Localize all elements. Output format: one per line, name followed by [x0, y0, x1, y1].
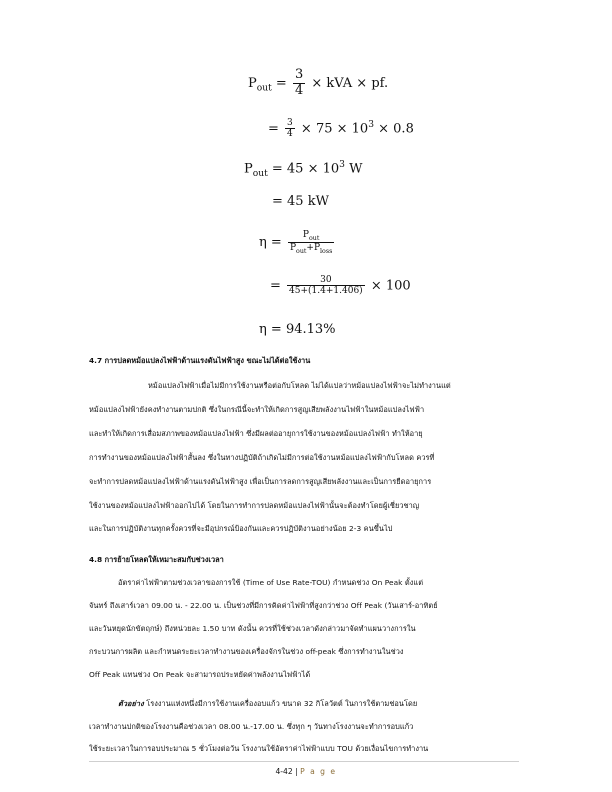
equation-pout-result: $P_{out} = 45 \times 10^3$ W [244, 160, 363, 179]
equation-substitution: = $\frac{3}{4}$ × $75 \times 10^3 \times 0.8$ [268, 118, 414, 140]
equation-efficiency-result: η = 94.13% [259, 322, 336, 337]
fraction-efficiency-values: $\frac{30}{45+(1.4+1.406)}$ [289, 275, 363, 297]
page-word: P a g e [300, 767, 337, 776]
section-4-8-line-4: กระบวนการผลิต และกำหนดระยะเวลาทำงานของเครื่องจักรในช่วง off-peak ซึ่งการทำงานในช่วง [89, 647, 404, 656]
section-4-7-line-2: หม้อแปลงไฟฟ้ายังคงทำงานตามปกติ ซึ่งในกรณีนี้จะทำให้เกิดการสูญเสียพลังงานไฟฟ้าในหม้อแปลงไฟฟ้า [89, 405, 425, 414]
page-footer [0, 767, 612, 776]
equation-efficiency-substitution: = $\frac{30}{45+(1.4+1.406)}$ × 100 [270, 275, 411, 297]
footer-divider [89, 761, 519, 762]
section-4-7-line-6: ใช้งานของหม้อแปลงไฟฟ้าออกไปได้ โดยในการทำการปลดหม้อแปลงไฟฟ้านั้นจะต้องทำโดยผู้เชี่ยวชาญ [89, 501, 420, 510]
fraction-three-quarters-small: $\frac{3}{4}$ [287, 118, 293, 140]
fraction-efficiency: $\frac{P_{out}}{P_{out}+P_{loss}}$ [289, 230, 333, 255]
page-number: 4-42 [275, 767, 293, 776]
section-4-8-line-5: Off Peak แทนช่วง On Peak จะสามารถประหยัดค่าพลังงานไฟฟ้าได้ [89, 670, 311, 679]
fraction-three-quarters: $\frac{3}{4}$ [294, 67, 304, 98]
example-line-1: ตัวอย่าง โรงงานแห่งหนึ่งมีการใช้งานเครื่องอบแก้ว ขนาด 32 กิโลวัตต์ ในการใช้ตามช่อนโดย [118, 699, 418, 708]
example-line-2: เวลาทำงานปกติของโรงงานคือช่วงเวลา 08.00 น.-17.00 น. ซึ่งทุก ๆ วันทางโรงงานจะทำการอบแก้ว [89, 722, 414, 731]
section-4-7-line-3: และทำให้เกิดการเสื่อมสภาพของหม้อแปลงไฟฟ้า ซึ่งมีผลต่ออายุการใช้งานของหม้อแปลงไฟฟ้า ทำให้อายุ [89, 429, 423, 438]
section-4-8-heading: 4.8 การย้ายโหลดให้เหมาะสมกับช่วงเวลา [89, 555, 224, 564]
section-4-7-line-7: และในการปฏิบัติงานทุกครั้งควรที่จะมีอุปกรณ์ป้องกันและควรปฏิบัติงานอย่างน้อย 2-3 คนขึ้นไป [89, 524, 393, 533]
example-line-3: ใช้ระยะเวลาในการอบประมาณ 5 ชั่วโมงต่อวัน โรงงานใช้อัตราค่าไฟฟ้าแบบ TOU ด้วยเงื่อนไขการทำงาน [89, 744, 429, 753]
equation-efficiency-formula: η = $\frac{P_{out}}{P_{out}+P_{loss}}$ [259, 230, 333, 255]
section-4-7-line-4: การทำงานของหม้อแปลงไฟฟ้าสั้นลง ซึ่งในทางปฏิบัติถ้าเกิดไม่มีการต่อใช้งานหม้อแปลงไฟฟ้ากับโหลด ควรที่ [89, 453, 435, 462]
section-4-7-line-1: หม้อแปลงไฟฟ้าเมื่อไม่มีการใช้งานหรือต่อกับโหลด ไม่ได้แปลว่าหม้อแปลงไฟฟ้าจะไม่ทำงานแต่ [148, 381, 451, 390]
eq-pout-symbol: $P_{out}$ [248, 75, 272, 94]
equation-pout-formula: $P_{out}$ = $\frac{3}{4}$ × kVA × pf. [248, 67, 389, 98]
section-4-7-line-5: จะทำการปลดหม้อแปลงไฟฟ้าด้านแรงดันไฟฟ้าสูง เพื่อเป็นการลดการสูญเสียพลังงานและเป็นการยืดอายุการ [89, 477, 432, 486]
section-4-7-heading: 4.7 การปลดหม้อแปลงไฟฟ้าด้านแรงดันไฟฟ้าสูง ขณะไม่ได้ต่อใช้งาน [89, 356, 311, 365]
section-4-8-line-1: อัตราค่าไฟฟ้าตามช่วงเวลาของการใช้ (Time of Use Rate-TOU) กำหนดช่วง On Peak ตั้งแต่ [118, 578, 424, 587]
footer-separator: | [295, 767, 298, 776]
equation-pout-kw: = 45 kW [272, 194, 329, 209]
example-label: ตัวอย่าง [118, 699, 144, 708]
section-4-8-line-2: จันทร์ ถึงเสาร์เวลา 09.00 น. - 22.00 น. เป็นช่วงที่มีการคิดค่าไฟฟ้าที่สูงกว่าช่วง Off Peak (วันเสาร์-อาทิตย์ [89, 601, 438, 610]
section-4-8-line-3: และวันหยุดนักขัตฤกษ์) ถึงหน่วยละ 1.50 บาท ดังนั้น ควรที่ใช้ช่วงเวลาดังกล่าวมาจัดทำแผนวางการใน [89, 624, 416, 633]
